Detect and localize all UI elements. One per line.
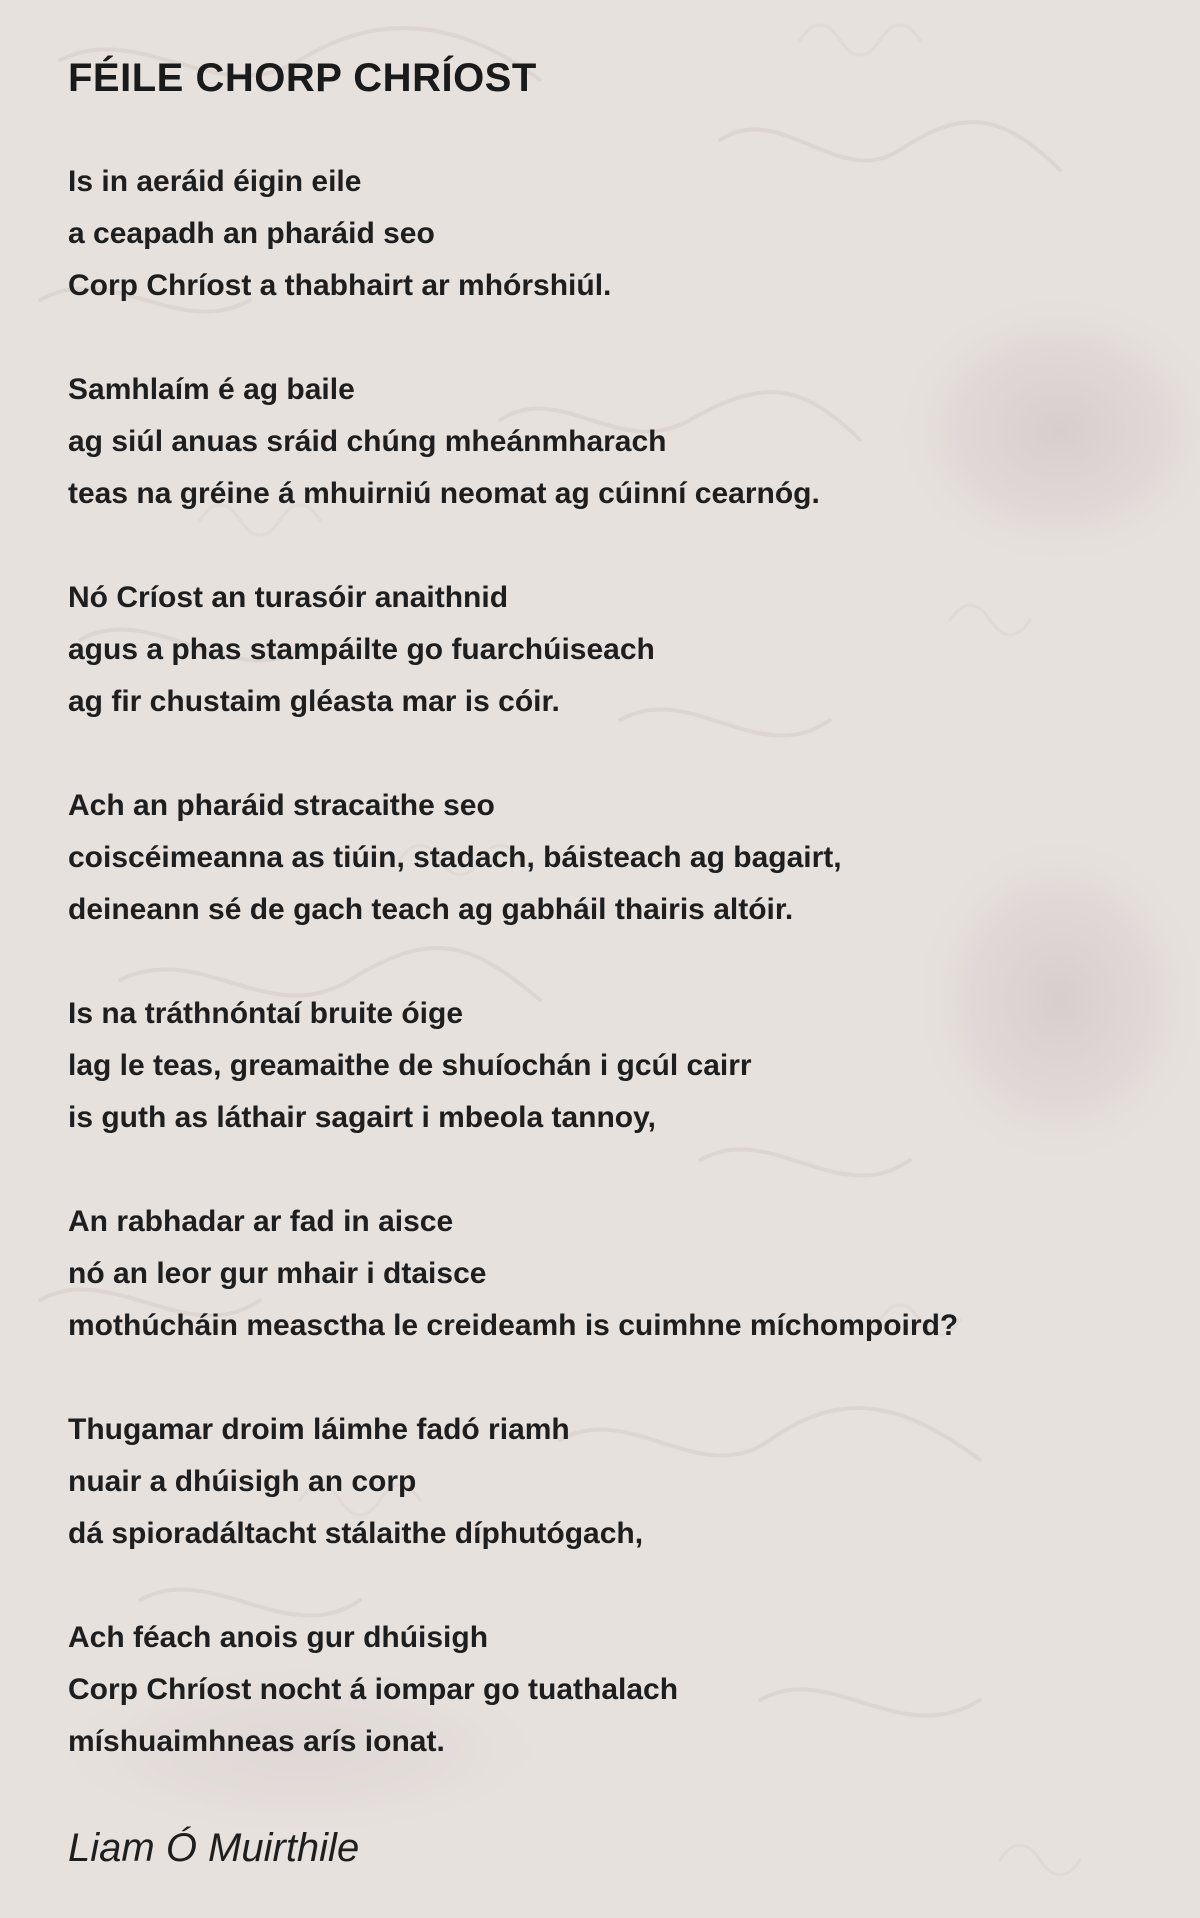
poem-line: mothúcháin measctha le creideamh is cuimhne míchompoird? bbox=[68, 1309, 959, 1342]
stanza-6 bbox=[68, 1196, 1168, 1352]
poem-line: lag le teas, greamaithe de shuíochán i gcúl cairr bbox=[68, 1049, 752, 1082]
poem-line: Is na tráthnóntaí bruite óige bbox=[68, 997, 464, 1030]
stanza-5 bbox=[68, 988, 1168, 1144]
poem-line: is guth as láthair sagairt i mbeola tannoy, bbox=[68, 1101, 656, 1134]
stanza-1 bbox=[68, 156, 1168, 312]
poem-line: Ach féach anois gur dhúisigh bbox=[68, 1621, 489, 1654]
stanza-8 bbox=[68, 1612, 1168, 1768]
poem-line: Corp Chríost nocht á iompar go tuathalach bbox=[68, 1673, 679, 1706]
poem-body bbox=[68, 156, 1168, 1768]
stanza-4 bbox=[68, 780, 1168, 936]
stanza-2 bbox=[68, 364, 1168, 520]
poem-line: deineann sé de gach teach ag gabháil thairis altóir. bbox=[68, 893, 794, 926]
poem-line: teas na gréine á mhuirniú neomat ag cúinní cearnóg. bbox=[68, 477, 820, 510]
poem-line: Ach an pharáid stracaithe seo bbox=[68, 789, 495, 822]
poem-line: agus a phas stampáilte go fuarchúiseach bbox=[68, 633, 655, 666]
poem-line: a ceapadh an pharáid seo bbox=[68, 217, 435, 250]
stanza-3 bbox=[68, 572, 1168, 728]
poem-line: Thugamar droim láimhe fadó riamh bbox=[68, 1413, 570, 1446]
poem-page bbox=[68, 48, 1168, 1876]
poem-line: nó an leor gur mhair i dtaisce bbox=[68, 1257, 487, 1290]
poem-title: FÉILE CHORP CHRÍOST bbox=[68, 56, 537, 100]
poem-line: Is in aeráid éigin eile bbox=[68, 165, 362, 198]
poem-line: Corp Chríost a thabhairt ar mhórshiúl. bbox=[68, 269, 612, 302]
stanza-7 bbox=[68, 1404, 1168, 1560]
poem-line: dá spioradáltacht stálaithe díphutógach, bbox=[68, 1517, 644, 1550]
poem-line: Samhlaím é ag baile bbox=[68, 373, 355, 406]
poem-line: nuair a dhúisigh an corp bbox=[68, 1465, 417, 1498]
poem-author: Liam Ó Muirthile bbox=[68, 1826, 360, 1870]
poem-line: coiscéimeanna as tiúin, stadach, báisteach ag bagairt, bbox=[68, 841, 842, 874]
poem-line: míshuaimhneas arís ionat. bbox=[68, 1725, 445, 1758]
poem-line: Nó Críost an turasóir anaithnid bbox=[68, 581, 509, 614]
poem-line: ag siúl anuas sráid chúng mheánmharach bbox=[68, 425, 667, 458]
poem-line: ag fir chustaim gléasta mar is cóir. bbox=[68, 685, 560, 718]
poem-line: An rabhadar ar fad in aisce bbox=[68, 1205, 454, 1238]
